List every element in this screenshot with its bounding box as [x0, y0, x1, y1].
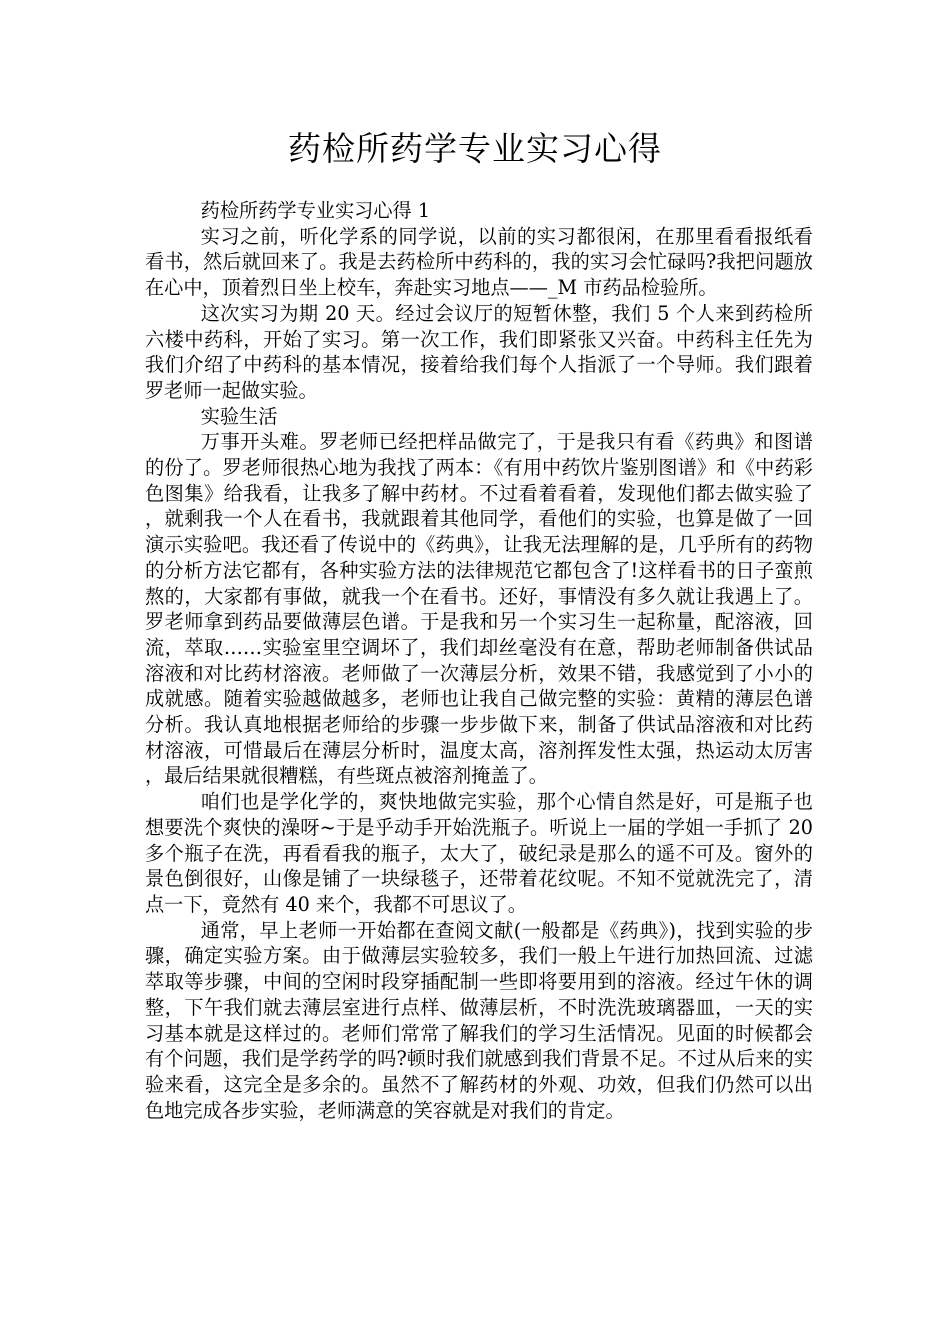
document-title: 药检所药学专业实习心得	[288, 129, 662, 168]
subheading-paragraph: 药检所药学专业实习心得 1	[200, 199, 431, 222]
document-body	[145, 198, 813, 1123]
body-paragraph: 万事开头难。罗老师已经把样品做完了，于是我只有看《药典》和图谱的份了。罗老师很热心地为我找了两本：《有用中药饮片鉴别图谱》和《中药彩色图集》给我看，让我多了解中药材。不过看着看着，发现他们都去做实验了，就剩我一个人在看书，我就跟着其他同学，看他们的实验，也算是做了一回演示实验吧。我还看了传说中的《药典》，让我无法理解的是，几乎所有的药物的分析方法它都有，各种实验方法的法律规范它都包含了!这样看书的日子蛮煎熬的，大家都有事做，就我一个在看书。还好，事情没有多久就让我遇上了。罗老师拿到药品要做薄层色谱。于是我和另一个实习生一起称量，配溶液，回流，萃取……实验室里空调坏了，我们却丝毫没有在意，帮助老师制备供试品溶液和对比药材溶液。老师做了一次薄层分析，效果不错，我感觉到了小小的成就感。随着实验越做越多，老师也让我自己做完整的实验：黄精的薄层色谱分析。我认真地根据老师给的步骤一步步做下来，制备了供试品溶液和对比药材溶液，可惜最后在薄层分析时，温度太高，溶剂挥发性太强，热运动太厉害，最后结果就很糟糕，有些斑点被溶剂掩盖了。	[145, 430, 813, 788]
body-paragraph: 实习之前，听化学系的同学说，以前的实习都很闲，在那里看看报纸看看书，然后就回来了。我是去药检所中药科的，我的实习会忙碌吗?我把问题放在心中，顶着烈日坐上校车，奔赴实习地点——_M 市药品检验所。	[145, 224, 813, 300]
body-paragraph: 通常，早上老师一开始都在查阅文献(一般都是《药典》)，找到实验的步骤，确定实验方案。由于做薄层实验较多，我们一般上午进行加热回流、过滤萃取等步骤，中间的空闲时段穿插配制一些即将要用到的溶液。经过午休的调整，下午我们就去薄层室进行点样、做薄层析，不时洗洗玻璃器皿，一天的实习基本就是这样过的。老师们常常了解我们的学习生活情况。见面的时候都会有个问题，我们是学药学的吗?顿时我们就感到我们背景不足。不过从后来的实验来看，这完全是多余的。虽然不了解药材的外观、功效，但我们仍然可以出色地完成各步实验，老师满意的笑容就是对我们的肯定。	[145, 918, 813, 1122]
section-heading: 实验生活	[200, 404, 278, 428]
body-paragraph: 咱们也是学化学的，爽快地做完实验，那个心情自然是好，可是瓶子也想要洗个爽快的澡呀~于是乎动手开始洗瓶子。听说上一届的学姐一手抓了 20 多个瓶子在洗，再看看我的瓶子，太大了，破纪录是那么的遥不可及。窗外的景色倒很好，山像是铺了一块绿毯子，还带着花纹呢。不知不觉就洗完了，清点一下，竟然有 40 来个，我都不可思议了。	[145, 790, 813, 916]
body-paragraph: 这次实习为期 20 天。经过会议厅的短暂休整，我们 5 个人来到药检所六楼中药科，开始了实习。第一次工作，我们即紧张又兴奋。中药科主任先为我们介绍了中药科的基本情况，接着给我们每个人指派了一个导师。我们跟着罗老师一起做实验。	[145, 301, 813, 402]
